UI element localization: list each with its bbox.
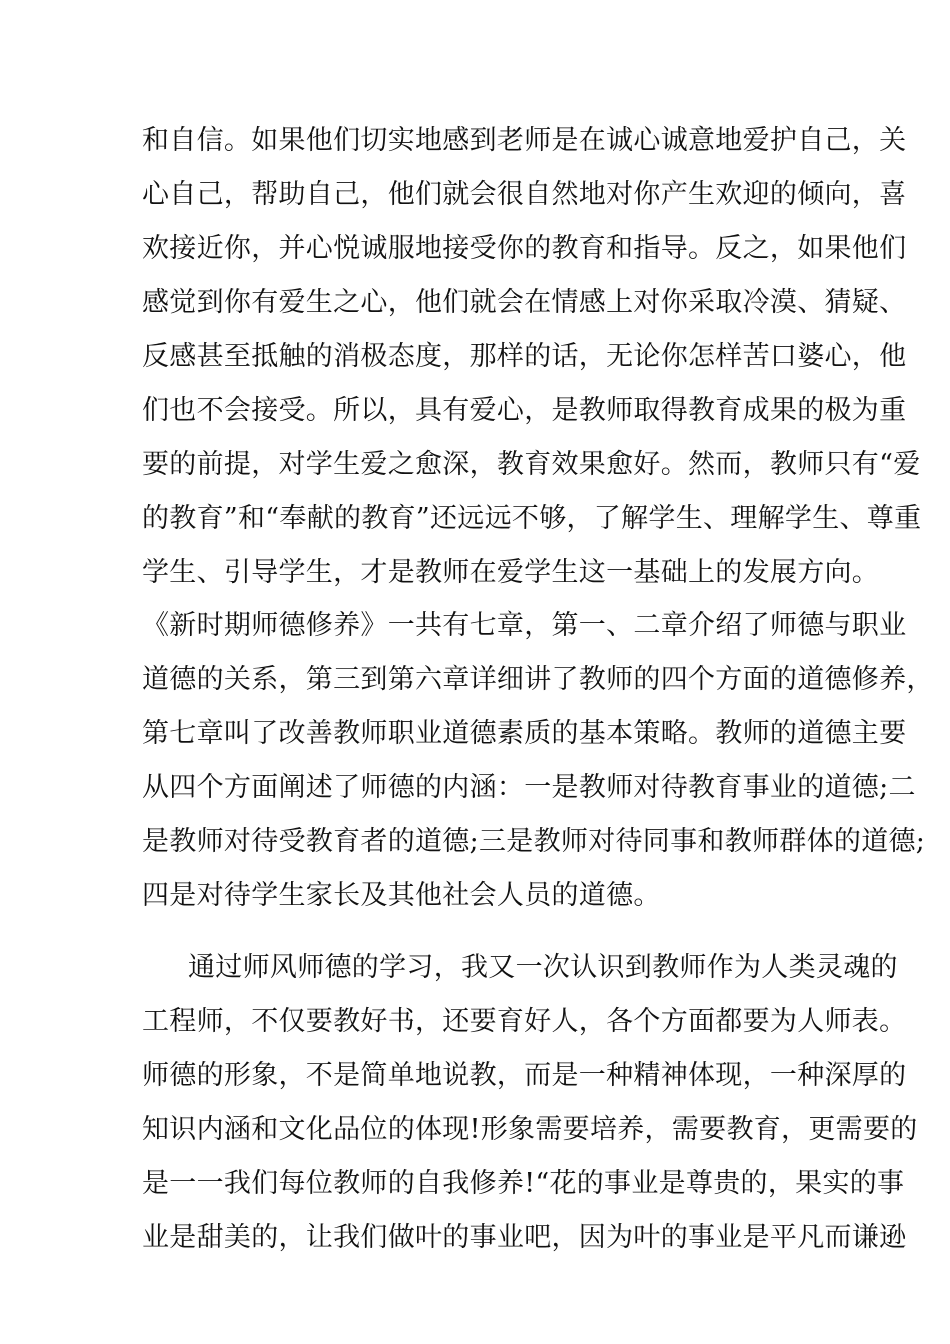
paragraph-2-line-3: 第七章叫了改善教师职业道德素质的基本策略。教师的道德主要 [142,718,907,749]
paragraph-1-line-4: 感觉到你有爱生之心，他们就会在情感上对你采取冷漠、猜疑、 [142,287,907,318]
paragraph-2-line-4: 从四个方面阐述了师德的内涵：一是教师对待教育事业的道德;二 [142,772,916,803]
paragraph-3-line-6: 业是甜美的，让我们做叶的事业吧，因为叶的事业是平凡而谦逊 [142,1222,907,1253]
paragraph-3-line-5: 是一一我们每位教师的自我修养!“花的事业是尊贵的，果实的事 [142,1168,905,1199]
paragraph-3-line-3: 师德的形象，不是简单地说教，而是一种精神体现，一种深厚的 [142,1060,907,1091]
paragraph-1-line-1: 和自信。如果他们切实地感到老师是在诚心诚意地爱护自己，关 [142,125,907,156]
paragraph-1-line-7: 要的前提，对学生爱之愈深，教育效果愈好。然而，教师只有“爱 [142,449,921,480]
paragraph-2-line-6: 四是对待学生家长及其他社会人员的道德。 [142,880,661,911]
paragraph-1-line-6: 们也不会接受。所以，具有爱心，是教师取得教育成果的极为重 [142,395,907,426]
paragraph-3-line-4: 知识内涵和文化品位的体现!形象需要培养，需要教育，更需要的 [142,1114,918,1145]
paragraph-3-line-1: 通过师风师德的学习，我又一次认识到教师作为人类灵魂的 [188,952,898,983]
paragraph-2-line-2: 道德的关系，第三到第六章详细讲了教师的四个方面的道德修养， [142,664,934,695]
paragraph-3-line-2: 工程师，不仅要教好书，还要育好人，各个方面都要为人师表。 [142,1006,907,1037]
paragraph-2-line-1: 《新时期师德修养》一共有七章，第一、二章介绍了师德与职业 [142,610,907,641]
paragraph-1-line-3: 欢接近你，并心悦诚服地接受你的教育和指导。反之，如果他们 [142,233,907,264]
paragraph-1-line-5: 反感甚至抵触的消极态度，那样的话，无论你怎样苦口婆心，他 [142,341,907,372]
paragraph-2-line-5: 是教师对待受教育者的道德;三是教师对待同事和教师群体的道德; [142,826,926,857]
paragraph-1-line-9: 学生、引导学生，才是教师在爱学生这一基础上的发展方向。 [142,557,880,588]
paragraph-1-line-2: 心自己，帮助自己，他们就会很自然地对你产生欢迎的倾向，喜 [142,179,907,210]
paragraph-1-line-8: 的教育”和“奉献的教育”还远远不够，了解学生、理解学生、尊重 [142,503,922,534]
